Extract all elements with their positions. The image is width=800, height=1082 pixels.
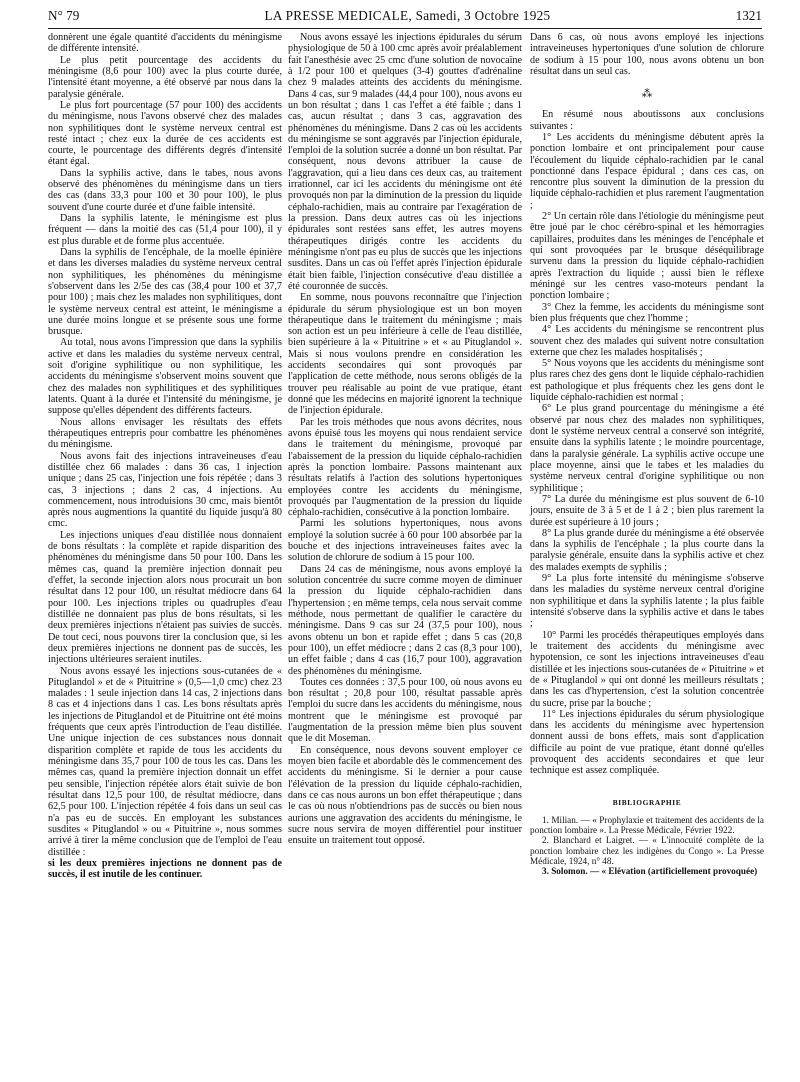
publication-title: LA PRESSE MEDICALE, Samedi, 3 Octobre 1925 — [264, 8, 551, 23]
paragraph: Dans 24 cas de méningisme, nous avons employé la solution concentrée du sucre comme moyen de diminuer la pression du liquide céphalo-rachidien dans l'hypertension ; en même temps, cela nous servait comme méthode, nous permettant de qualifier le caractère du méningisme. Dans 9 cas sur 24 (37,5 pour 100), nous avons obtenu un bon et rapide effet ; dans 5 cas (20,8 pour 100), un effet médiocre ; dans 2 cas (8,3 pour 100), un effet faible ; dans 4 cas (16,7 pour 100), aggravation des phénomènes du méningisme. — [288, 563, 522, 677]
paragraph: Nous avons essayé les injections sous-cutanées de « Pituglandol » et de « Pituitrine » (0,5—1,0 cmc) chez 23 malades : 1 seule injection dans 14 cas, 2 injections dans 8 cas et 4 injections dans 1 cas. Les bons résultats après les injections de Pituglandol et de Pituitrine ont été moins fréquents que ceux après l'introduction de l'eau distillée. Une unique injection de ces substances nous donnait disparition complète et rapide de tous les accidents du méningisme dans 35,7 pour 100 de tous les cas. Dans les mêmes cas, quand la première injection donnait un effet peu sensible, l'injection répétée alors était suivie de bon résultat dans 12,5 pour 100, de résultat médiocre, dans 62,5 pour 100. L'injection répétée 4 fois dans un seul cas n'a pas eu de succès. En employant les substances susdites « Pituglandol » ou « Pituitrine », nous sommes arrivé à tirer la même conclusion que de l'emploi de l'eau distillée : — [48, 665, 282, 858]
paragraph: donnèrent une égale quantité d'accidents du méningisme de différente intensité. — [48, 32, 282, 55]
header-rule — [48, 28, 762, 29]
page-header — [48, 8, 762, 30]
paragraph: Dans la syphilis de l'encéphale, de la moelle épinière et dans les diverses maladies du système nerveux central non syphilitiques, les phénomènes du méningisme s'observent dans les 2/5e des cas (38,4 pour 100 et 37,7 pour 100) ; mais chez les malades non syphilitiques, dont le système nerveux central est atteint, le méningisme a une durée moins longue et se présente sous une forme brusque. — [48, 246, 282, 338]
paragraph: Parmi les solutions hypertoniques, nous avons employé la solution sucrée à 60 pour 100 absorbée par la bouche et des injections intraveineuses faites avec la solution de chlorure de sodium à 15 pour 100. — [288, 518, 522, 564]
paragraph: Nous allons envisager les résultats des effets thérapeutiques entrepris pour combattre les phénomènes du méningisme. — [48, 416, 282, 451]
paragraph: Le plus petit pourcentage des accidents du méningisme (8,6 pour 100) avec la plus courte durée, l'intensité étant moyenne, a été observé par nous dans la paralysie générale. — [48, 54, 282, 100]
paragraph: Nous avons fait des injections intraveineuses d'eau distillée chez 66 malades : dans 36 cas, 1 injection unique ; dans 25 cas, l'injection une fois répétée ; dans 3 cas, 3 injections ; dans 2 cas, 4 injections. Au commencement, nous introduisions 30 cmc, mais bientôt après nous augmentions la quantité du liquide jusqu'à 80 cmc. — [48, 450, 282, 530]
paragraph: Les injections uniques d'eau distillée nous donnaient de bons résultats : la complète et rapide disparition des phénomènes du méningisme dans 50 pour 100. Dans les mêmes cas, quand la première injection donnait peu d'effet, la seconde injection alors nous procurait un bon résultat dans 12 pour 100, un résultat médiocre dans 64 pour 100. Les injections triples ou quadruples d'eau distillée ne donnaient pas plus de bons résultats, si les deux premières injections n'étaient pas suivies de succès. De tout ceci, nous pouvons tirer la conclusion que, si les deux premières injections ne donnent pas de succès, les injections ultérieures seraient inutiles. — [48, 529, 282, 666]
bibliography-heading: BIBLIOGRAPHIE — [612, 797, 682, 807]
text-column-1 — [48, 32, 282, 880]
paragraph: Le plus fort pourcentage (57 pour 100) des accidents du méningisme, nous l'avons observé chez des malades non syphilitiques dont le système nerveux central est resté intact ; chez eux la durée de ces accidents est courte, le pourcentage des différents degrés d'intensité étant égal. — [48, 99, 282, 168]
section-ornament: ⁂ — [641, 88, 653, 101]
paragraph: Nous avons essayé les injections épidurales du sérum physiologique de 50 à 100 cmc après avoir préalablement fait l'anesthésie avec 25 cmc d'une solution de novocaïne à 1/2 pour 100 et quelques (3-4) gouttes d'adrénaline chez 9 malades atteints des accidents du méningisme. Dans 4 cas, sur 9 malades (44,4 pour 100), nous avons eu un bon résultat ; dans 1 cas l'effet a été faible ; dans 1 cas, aucun résultat ; dans 3 cas, aggravation des phénomènes du méningisme. Dans 2 cas où les accidents du méningisme se sont aggravés par l'injection épidurale, l'emploi de la solution sucrée a donné un bon résultat. Par conséquent, nous devons attribuer la cause de l'aggravation, qui a lieu dans ces deux cas, au traitement irrationnel, car ici les accidents du méningisme ont été provoqués non par la diminution de la pression du liquide céphalo-rachidien, mais au contraire par l'exagération de la pression. Dans deux autres cas où les injections épidurales sont restées sans effet, les autres moyens thérapeutiques dirigés contre les accidents du méningisme n'ont pas eu plus de succès que les injections susdites. Dans un cas où l'effet après l'injection épidurale était bien faible, l'injection consécutive d'eau distillée a été couronnée de succès. — [288, 32, 522, 292]
paragraph: En somme, nous pouvons reconnaître que l'injection épidurale du sérum physiologique est un bon moyen thérapeutique dans le traitement du méningisme ; mais son action est un peu inférieure à celle de l'eau distillée, bien supérieure à la « Pituitrine » et « au Pituglandol ». Mais si nous voulons prendre en considération les accidents secondaires qui sont provoqués par l'application de cette méthode, nous serons obligés de la trouver peu réalisable au point de vue pratique, étant donné que les médecins en majorité ignorent la technique de l'injection épidurale. — [288, 292, 522, 417]
bibliography-entry: 2. Blanchard et Laigret. — « L'innocuité complète de la ponction lombaire chez les indigènes du Congo ». La Presse Médicale, 1924, n° 48. — [530, 835, 764, 866]
paragraph: Par les trois méthodes que nous avons décrites, nous avons épuisé tous les moyens qui nous rendaient service dans le traitement du méningisme, provoqué par l'abaissement de la pression du liquide céphalo-rachidien après la ponction lombaire. Passons maintenant aux résultats relatifs à l'action des solutions hypertoniques employées contre les accidents du méningisme, provoqués par l'augmentation de la pression du liquide céphalo-rachidien, consécutive à la ponction lombaire. — [288, 416, 522, 519]
paragraph: Dans la syphilis active, dans le tabes, nous avons observé des phénomènes du méningisme dans un tiers des cas (dans 33,3 pour 100 et 30 pour 100), le plus souvent d'une courte durée et d'une faible intensité. — [48, 167, 282, 213]
paragraph: 4° Les accidents du méningisme se rencontrent plus souvent chez des malades qui suivent notre consultation externe que chez les malades hospitalisés ; — [530, 324, 764, 358]
paragraph: Toutes ces données : 37,5 pour 100, où nous avons eu bon résultat ; 20,8 pour 100, résultat passable après l'emploi du sucre dans les accidents du méningisme, nous montrent que le méningisme est provoqué par l'augmentation de la pression même bien plus souvent que le dit Moseman. — [288, 676, 522, 745]
paragraph: En résumé nous aboutissons aux conclusions suivantes : — [530, 109, 764, 132]
paragraph: 3° Chez la femme, les accidents du méningisme sont bien plus fréquents que chez l'homme ; — [530, 301, 764, 324]
paragraph: 7° La durée du méningisme est plus souvent de 6-10 jours, ensuite de 3 à 5 et de 1 à 2 ; bien plus rarement la durée est supérieure à 10 jours ; — [530, 493, 764, 528]
paragraph: En conséquence, nous devons souvent employer ce moyen bien facile et abordable dès le commencement des accidents du méningisme. Si le dernier a pour cause l'élévation de la pression du liquide céphalo-rachidien, dans ce cas nous aurons un bon effet thérapeutique ; dans le cas où nous n'obtiendrions pas de succès ou bien nous aurions une aggravation des accidents du méningisme, le sucre nous servira de moyen différentiel pour instituer ensuite un traitement tout opposé. — [288, 744, 522, 847]
paragraph: 6° Le plus grand pourcentage du méningisme a été observé par nous chez des malades non syphilitiques, dont le système nerveux central a conservé son intégrité, ensuite dans la syphilis latente ; le moindre pourcentage, dans la paralysie générale. La syphilis active occupe une place moyenne, ainsi que le tabes et les maladies du système nerveux central d'origine syphilitique ou non syphilitique ; — [530, 403, 764, 494]
paragraph: 10° Parmi les procédés thérapeutiques employés dans le traitement des accidents du méningisme avec hypotension, ce sont les injections intraveineuses d'eau distillée et les injections sous-cutanées de « Pituitrine » et de « Pituglandol » qui ont donné les meilleurs résultats ; dans les cas d'hypertension, c'est la solution concentrée du sucre, prise par la bouche ; — [530, 629, 764, 709]
paragraph: 8° La plus grande durée du méningisme a été observée dans la syphilis de l'encéphale ; la plus courte dans la paralysie générale, ensuite dans la syphilis active et chez des malades exempts de syphilis ; — [530, 527, 764, 573]
issue-number: N° 79 — [48, 8, 80, 23]
text-column-3 — [530, 32, 764, 876]
paragraph: si les deux premières injections ne donnent pas de succès, il est inutile de les continuer. — [48, 857, 282, 881]
paragraph: 1° Les accidents du méningisme débutent après la ponction lombaire et ont principalement pour cause l'écoulement du liquide céphalo-rachidien par le canal ponctionné dans l'espace épidural ; dans ces cas, on rencontre plus souvent la diminution de la pression du liquide céphalo-rachidien et plus rarement l'augmentation ; — [530, 131, 764, 211]
page-number: 1321 — [735, 8, 762, 23]
paragraph: 2° Un certain rôle dans l'étiologie du méningisme peut être joué par le choc cérébro-spinal et les hémorragies capillaires, produites dans les méninges de l'encéphale et qui sont provoquées par le brusque déséquilibrage survenu dans la pression du liquide céphalo-rachidien après l'extraction du liquide ; aussi bien le réflexe méningé sur les centres vaso-moteurs pendant la ponction lombaire ; — [530, 211, 764, 302]
paragraph: 11° Les injections épidurales du sérum physiologique dans les accidents du méningisme avec hypertension donnent aussi de bons effets, mais sont d'application difficile au point de vue pratique, étant donné qu'elles provoquent des accidents secondaires et que leur technique est assez compliquée. — [530, 708, 764, 777]
paragraph: 9° La plus forte intensité du méningisme s'observe dans les maladies du système nerveux central d'origine non syphilitique et dans la syphilis latente ; la plus faible intensité s'observe dans la syphilis active et dans le tabes ; — [530, 573, 764, 630]
paragraph: Dans la syphilis latente, le méningisme est plus fréquent — dans la moitié des cas (51,4 pour 100), il y est plus durable et de forme plus accentuée. — [48, 213, 282, 247]
paragraph: 5° Nous voyons que les accidents du méningisme sont plus rares chez des gens dont le liquide céphalo-rachidien est pathologique et plus fréquents chez les gens dont le liquide céphalo-rachidien est normal ; — [530, 358, 764, 404]
bibliography-entry: 1. Milian. — « Prophylaxie et traitement des accidents de la ponction lombaire ». La Presse Médicale, Février 1922. — [530, 815, 764, 836]
paragraph: Au total, nous avons l'impression que dans la syphilis active et dans les maladies du système nerveux central, soit d'origine syphilitique ou non syphilitique, les accidents du méningisme s'observent moins souvent que chez des malades non syphilitiques et des syphilitiques latents. Quant à la durée et l'intensité du méningisme, je suppose qu'elles dépendent des différents facteurs. — [48, 337, 282, 417]
text-column-2 — [288, 32, 522, 847]
bibliography-entry: 3. Solomon. — « Elévation (artificiellement provoquée) — [542, 866, 758, 877]
paragraph: Dans 6 cas, où nous avons employé les injections intraveineuses hypertoniques d'une solution de chlorure de sodium à 15 pour 100, nous avons obtenu un bon résultat dans un seul cas. — [530, 32, 764, 77]
